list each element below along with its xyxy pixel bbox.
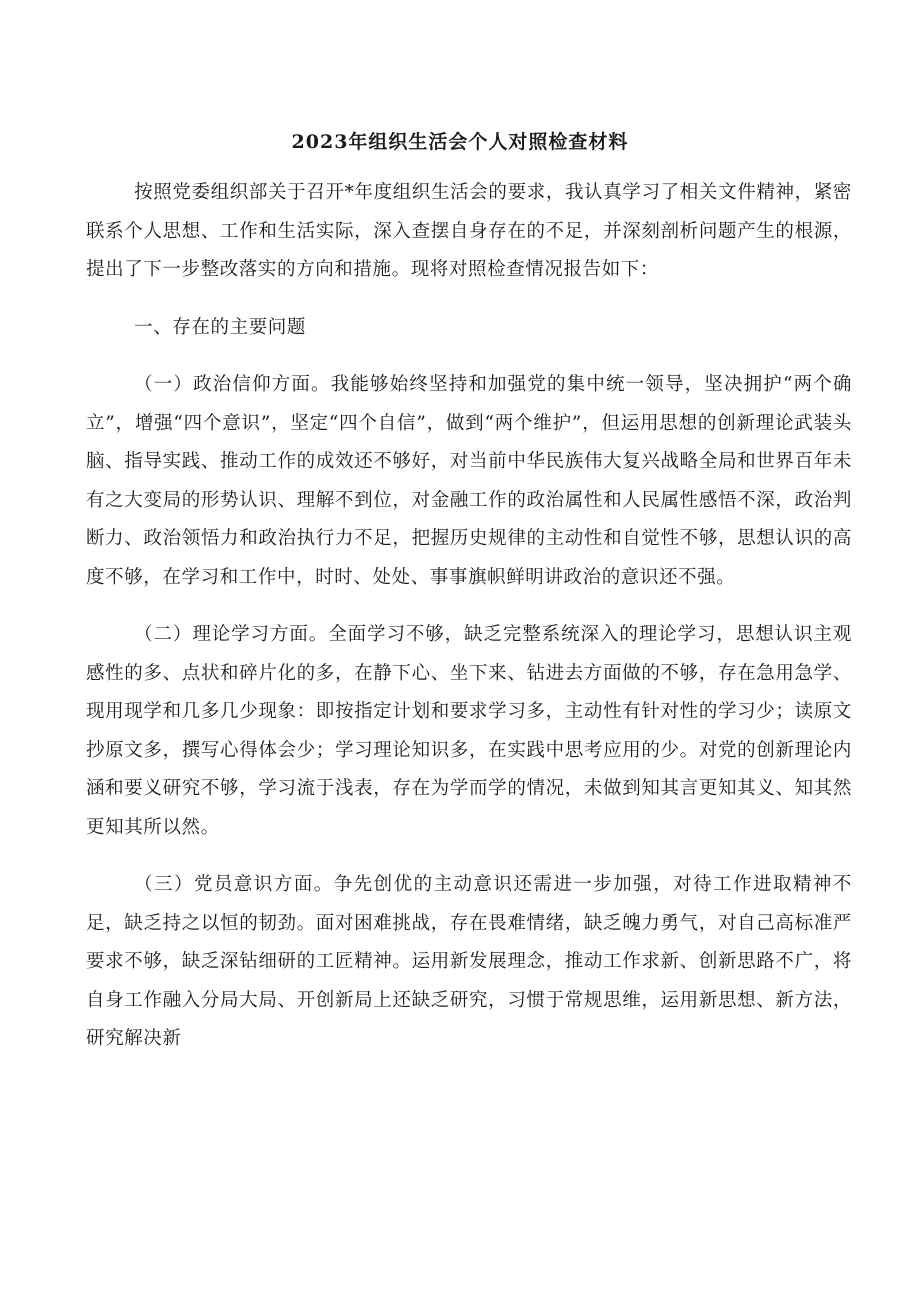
section-heading-problems: 一、存在的主要问题	[134, 316, 306, 338]
paragraph-theory-study: （二）理论学习方面。全面学习不够，缺乏完整系统深入的理论学习，思想认识主观感性的多、点状和碎片化的多，在静下心、坐下来、钻进去方面做的不够，存在急用急学、现用现学和几多几少现象：即按指定计划和要求学习多，主动性有针对性的学习少；读原文抄原文多，撰写心得体会少；学习理论知识多，在实践中思考应用的少。对党的创新理论内涵和要义研究不够，学习流于浅表，存在为学而学的情况，未做到知其言更知其义、知其然更知其所以然。	[86, 624, 852, 838]
document-title: 2023年组织生活会个人对照检查材料	[291, 131, 629, 153]
document-body	[86, 174, 852, 1059]
intro-paragraph: 按照党委组织部关于召开*年度组织生活会的要求，我认真学习了相关文件精神，紧密联系个人思想、工作和生活实际，深入查摆自身存在的不足，并深刻剖析问题产生的根源，提出了下一步整改落实的方向和措施。现将对照检查情况报告如下：	[86, 182, 852, 280]
paragraph-political-belief: （一）政治信仰方面。我能够始终坚持和加强党的集中统一领导，坚决拥护“两个确立”，增强“四个意识”，坚定“四个自信”，做到“两个维护”，但运用思想的创新理论武装头脑、指导实践、推动工作的成效还不够好，对当前中华民族伟大复兴战略全局和世界百年未有之大变局的形势认识、理解不到位，对金融工作的政治属性和人民属性感悟不深，政治判断力、政治领悟力和政治执行力不足，把握历史规律的主动性和自觉性不够，思想认识的高度不够，在学习和工作中，时时、处处、事事旗帜鲜明讲政治的意识还不强。	[86, 374, 852, 588]
paragraph-party-awareness: （三）党员意识方面。争先创优的主动意识还需进一步加强，对待工作进取精神不足，缺乏持之以恒的韧劲。面对困难挑战，存在畏难情绪，缺乏魄力勇气，对自己高标准严要求不够，缺乏深钻细研的工匠精神。运用新发展理念，推动工作求新、创新思路不广，将自身工作融入分局大局、开创新局上还缺乏研究，习惯于常规思维，运用新思想、新方法，研究解决新	[86, 874, 852, 1049]
